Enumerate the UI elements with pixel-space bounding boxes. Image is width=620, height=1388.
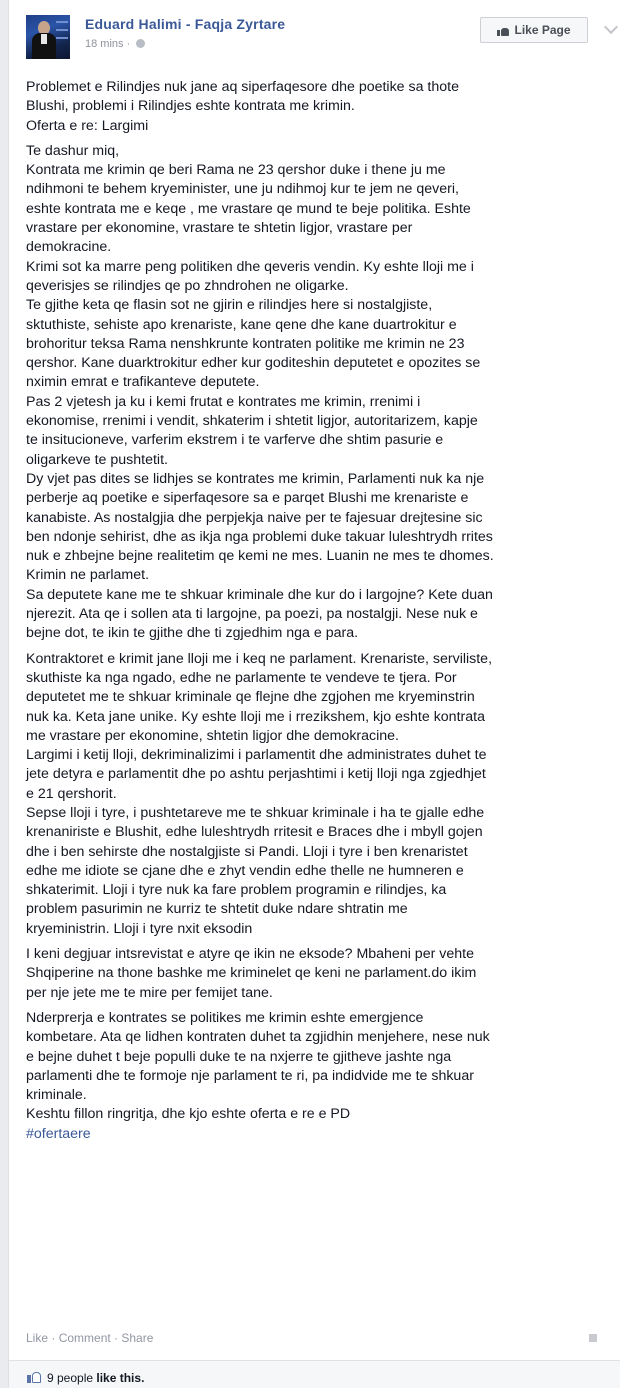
post-line: ndihmoni te behem kryeminister, une ju ndihmoj kur te jem ne qeveri,: [26, 181, 459, 198]
action-separator: ·: [110, 1331, 122, 1345]
post-line: qeverisjes se rilindjes qe po zhndrohen ne oligarke.: [26, 277, 349, 294]
post-line: Blushi, problemi i Rilindjes eshte kontrata me krimin.: [26, 98, 355, 115]
page-avatar[interactable]: [26, 15, 70, 59]
post-line: Kontraktoret e krimit jane lloji me i keq ne parlament. Krenariste, serviliste,: [26, 650, 493, 667]
post-header: [9, 0, 620, 70]
post-line: oligarkeve te pushtetit.: [26, 451, 168, 468]
post-line: nximin emrat e trafikanteve deputete.: [26, 374, 260, 391]
hide-post-icon[interactable]: [589, 1334, 597, 1342]
post-line: parlamenti dhe te formoje nje parlament te ri, pa indidvide me te shkuar: [26, 1067, 474, 1084]
share-action-link[interactable]: Share: [121, 1331, 154, 1345]
post-line: me vrastare per ekonomine, shtetin ligjor dhe demokracine.: [26, 727, 400, 744]
post-line: Keshtu fillon ringritja, dhe kjo eshte oferta e re e PD: [26, 1106, 351, 1123]
post-line: Krimin ne parlamet.: [26, 567, 150, 584]
post-line: perberje aq poetike e siperfaqesore sa e parqet Blushi me krenariste e: [26, 490, 469, 507]
post-line: Te gjithe keta qe flasin sot ne gjirin e rilindjes here si nostalgjiste,: [26, 297, 433, 314]
post-line: kryeministrin. Lloji i tyre nxit eksodin: [26, 920, 253, 937]
post-paragraph: [26, 650, 616, 939]
post-line: ekonomise, rrenimi i vendit, shkaterim i shtetit ligjor, autoritarizem, kapje: [26, 413, 478, 430]
post-paragraph: [26, 142, 616, 644]
post-line: deputetet me te shkuar kriminale qe flejne dhe zgjohen me kryeminstrin: [26, 689, 475, 706]
post-line: te insitucioneve, varferim ekstrem i te varferve dhe shtim pasurie e: [26, 432, 444, 449]
post-line: Sepse lloji i tyre, i pushtetareve me te shkuar kriminale i ha te gjalle edhe: [26, 804, 485, 821]
post-line: shkaterimit. Lloji i tyre nuk ka fare problem programin e rilindjes, ka: [26, 882, 447, 899]
post-line: demokracine.: [26, 239, 112, 256]
post-line: sktuthiste, sehiste apo krenariste, kane qene dhe kane duartrokitur e: [26, 316, 457, 333]
chevron-down-icon[interactable]: [604, 20, 618, 34]
post-line: per nje jete me te mire per femijet tane.: [26, 984, 273, 1001]
avatar-decoration: [41, 34, 47, 44]
post-line: qershor. Kane duarktrokitur edher kur goditeshin deputetet e opozites se: [26, 355, 481, 372]
post-line: jete detyra e parlamentit dhe po ashtu perjashtimi i ketij lloji nga zgjedhjet: [26, 766, 486, 783]
post-line: Kontrata me krimin qe beri Rama ne 23 qershor duke i thene ju me: [26, 162, 446, 179]
post-line: kanabiste. As nostalgjia dhe perpjekja naive per te fajesuar drejtesine sic: [26, 509, 483, 526]
post-paragraph: [26, 945, 616, 1003]
post-line: kombetare. Ata qe lidhen kontraten duhet ta zgjidhin menjehere, nese nuk: [26, 1029, 490, 1046]
post-line: problem pasurimin ne kurriz te shtetit duke ndare shtratin me: [26, 901, 408, 918]
post-line: nuk e zhbejne bejne realitetim qe kemi ne mes. Luanin ne mes te dhomes.: [26, 548, 494, 565]
post-line: ben ndonje sehirist, dhe as ikja nga problemi duke takuar luleshtrydh rrites: [26, 528, 493, 545]
thumbs-up-icon: [27, 1369, 41, 1383]
post-line: krenaniriste e Blushit, edhe luleshtrydh rritesit e Braces dhe i mbyll gojen: [26, 824, 483, 841]
likes-footer: [9, 1360, 620, 1388]
like-page-label: Like Page: [514, 23, 571, 37]
post-line: dhe i ben sehirste dhe nostalgjiste si Pandi. Lloji i tyre i ben krenaristet: [26, 843, 468, 860]
post-line: Shqiperine na thone bashke me kriminelet qe keni ne parlament.do ikim: [26, 965, 477, 982]
author-name-link[interactable]: Eduard Halimi - Faqja Zyrtare: [85, 16, 286, 32]
post-paragraph: [26, 78, 616, 136]
meta-separator: ·: [126, 38, 134, 50]
post-line: Oferta e re: Largimi: [26, 117, 149, 134]
timestamp-link[interactable]: 18 mins: [85, 38, 124, 50]
avatar-decoration: [56, 21, 68, 23]
post-line: Problemet e Rilindjes nuk jane aq siperfaqesore dhe poetike sa thote: [26, 79, 459, 95]
post-line: Dy vjet pas dites se lidhjes se kontrates me krimin, Parlamenti nuk ka nje: [26, 470, 485, 487]
post-line: Te dashur miq,: [26, 142, 120, 159]
post-paragraph: [26, 1009, 616, 1144]
likes-suffix: like this.: [93, 1371, 145, 1385]
post-line: eshte kontrata me e keqe , me vrastare qe mund te beje politika. Eshte: [26, 200, 471, 217]
post-line: Largimi i ketij lloji, dekriminalizimi i parlamentit dhe administrates duhet te: [26, 747, 487, 764]
post-line: e bejne duhet t beje populli duke te na nxjerre te gjitheve jashte nga: [26, 1048, 452, 1065]
post-line: edhe me idiote se cjane dhe e zhyt vendin edhe thelle ne humneren e: [26, 862, 464, 879]
post-line: brohoritur teksa Rama nenshkrunte kontraten politike me krimin ne 23: [26, 335, 465, 352]
post-card: [8, 0, 620, 1387]
post-line: vrastare per ekonomine, vrastare te shtetin ligjor, vrastare per: [26, 220, 413, 237]
comment-action-link[interactable]: Comment: [58, 1331, 111, 1345]
post-actions: [26, 1331, 153, 1345]
like-action-link[interactable]: Like: [26, 1331, 49, 1345]
post-line: bejne dot, te ikin te gjithe dhe ti zgjedhim nga e para.: [26, 625, 359, 642]
thumbs-up-icon: [497, 25, 509, 36]
post-line: skuthiste ka nga ngado, edhe ne parlamente te vendeve te tjera. Por: [26, 669, 457, 686]
likes-count-link[interactable]: 9 people: [47, 1371, 94, 1385]
avatar-decoration: [56, 37, 68, 39]
post-line: Sa deputete kane me te shkuar kriminale dhe kur do i largojne? Kete duan: [26, 586, 493, 603]
post-meta: [85, 38, 145, 50]
post-line: kriminale.: [26, 1087, 87, 1104]
avatar-decoration: [56, 29, 68, 31]
action-separator: ·: [48, 1331, 59, 1345]
post-line: nuk ka. Keta jane unike. Ky eshte lloji me i rrezikshem, kjo eshte kontrata: [26, 708, 485, 725]
post-line: e 21 qershorit.: [26, 785, 117, 802]
post-line: I keni degjuar intsrevistat e atyre qe ikin ne eksode? Mbaheni per vehte: [26, 946, 474, 963]
likes-summary: [47, 1371, 144, 1385]
post-line: njerezit. Ata qe i sollen ata ti largojne, pa poezi, pa nostalgji. Nese nuk e: [26, 606, 478, 623]
globe-icon[interactable]: [136, 39, 145, 48]
like-page-button[interactable]: [480, 17, 588, 43]
post-line: Pas 2 vjetesh ja ku i kemi frutat e kontrates me krimin, rrenimi i: [26, 393, 421, 410]
post-line: Krimi sot ka marre peng politiken dhe qeveris vendin. Ky eshte lloji me i: [26, 258, 474, 275]
post-line: Nderprerja e kontrates se politikes me krimin eshte emergjence: [26, 1009, 424, 1026]
hashtag-link[interactable]: #ofertaere: [26, 1125, 91, 1142]
post-body: [26, 78, 616, 1144]
